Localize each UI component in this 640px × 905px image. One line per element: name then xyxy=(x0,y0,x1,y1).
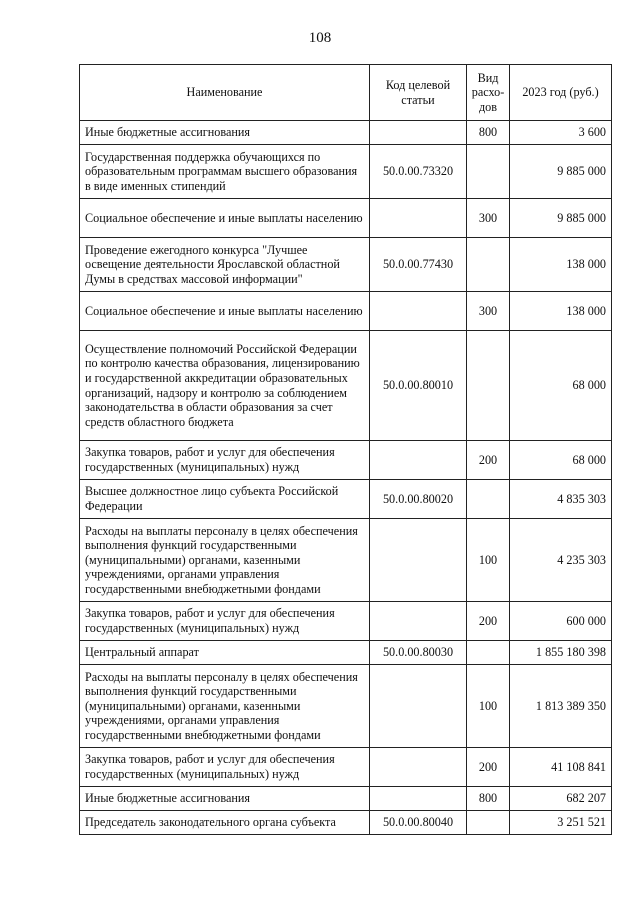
table-row xyxy=(80,748,612,787)
row-amount: 41 108 841 xyxy=(510,748,612,787)
row-type: 100 xyxy=(467,519,510,602)
row-type: 300 xyxy=(467,199,510,238)
row-code xyxy=(370,519,467,602)
row-code xyxy=(370,665,467,748)
table-row xyxy=(80,331,612,441)
row-name: Иные бюджетные ассигнования xyxy=(80,787,370,811)
row-type: 200 xyxy=(467,748,510,787)
row-type xyxy=(467,811,510,835)
row-amount: 4 235 303 xyxy=(510,519,612,602)
row-code xyxy=(370,199,467,238)
row-amount: 1 855 180 398 xyxy=(510,641,612,665)
row-name: Проведение ежегодного конкурса "Лучшее освещение деятельности Ярославской областной Думы в средствах массовой информации" xyxy=(80,238,370,292)
table-row xyxy=(80,602,612,641)
row-amount: 138 000 xyxy=(510,238,612,292)
row-type xyxy=(467,331,510,441)
row-amount: 9 885 000 xyxy=(510,145,612,199)
row-code xyxy=(370,602,467,641)
row-type: 300 xyxy=(467,292,510,331)
row-code xyxy=(370,787,467,811)
row-code: 50.0.00.73320 xyxy=(370,145,467,199)
row-name: Социальное обеспечение и иные выплаты населению xyxy=(80,292,370,331)
row-code xyxy=(370,292,467,331)
row-name: Расходы на выплаты персоналу в целях обеспечения выполнения функций государственными (муниципальными) органами, казенными учреждениями, органами управления государственными внебюджетными фондами xyxy=(80,519,370,602)
row-amount: 682 207 xyxy=(510,787,612,811)
row-name: Социальное обеспечение и иные выплаты населению xyxy=(80,199,370,238)
table-row xyxy=(80,145,612,199)
table-header-row xyxy=(80,65,612,121)
row-name: Государственная поддержка обучающихся по образовательным программам высшего образования в виде именных стипендий xyxy=(80,145,370,199)
table-row xyxy=(80,238,612,292)
table-row xyxy=(80,441,612,480)
row-name: Центральный аппарат xyxy=(80,641,370,665)
row-code xyxy=(370,748,467,787)
row-type xyxy=(467,145,510,199)
row-amount: 1 813 389 350 xyxy=(510,665,612,748)
header-name: Наименование xyxy=(80,65,370,121)
row-name: Закупка товаров, работ и услуг для обеспечения государственных (муниципальных) нужд xyxy=(80,748,370,787)
row-type: 100 xyxy=(467,665,510,748)
row-amount: 68 000 xyxy=(510,441,612,480)
row-name: Высшее должностное лицо субъекта Российской Федерации xyxy=(80,480,370,519)
row-name: Расходы на выплаты персоналу в целях обеспечения выполнения функций государственными (муниципальными) органами, казенными учреждениями, органами управления государственными внебюджетными фондами xyxy=(80,665,370,748)
row-amount: 138 000 xyxy=(510,292,612,331)
table-row xyxy=(80,199,612,238)
row-amount: 4 835 303 xyxy=(510,480,612,519)
table-row xyxy=(80,811,612,835)
row-code xyxy=(370,121,467,145)
row-type xyxy=(467,480,510,519)
budget-table xyxy=(79,64,612,835)
table-row xyxy=(80,480,612,519)
row-type: 800 xyxy=(467,787,510,811)
header-code: Код целевой статьи xyxy=(370,65,467,121)
header-amount: 2023 год (руб.) xyxy=(510,65,612,121)
row-amount: 68 000 xyxy=(510,331,612,441)
row-amount: 3 251 521 xyxy=(510,811,612,835)
table-row xyxy=(80,641,612,665)
table-row xyxy=(80,519,612,602)
table-row xyxy=(80,292,612,331)
row-amount: 600 000 xyxy=(510,602,612,641)
row-name: Закупка товаров, работ и услуг для обеспечения государственных (муниципальных) нужд xyxy=(80,602,370,641)
row-code: 50.0.00.80030 xyxy=(370,641,467,665)
row-name: Закупка товаров, работ и услуг для обеспечения государственных (муниципальных) нужд xyxy=(80,441,370,480)
table-row xyxy=(80,665,612,748)
row-name: Осуществление полномочий Российской Федерации по контролю качества образования, лицензированию и государственной аккредитации образовательных организаций, надзору и контролю за соблюдением законодательства в области образования за счет средств областного бюджета xyxy=(80,331,370,441)
row-code: 50.0.00.80040 xyxy=(370,811,467,835)
table-row xyxy=(80,121,612,145)
row-amount: 3 600 xyxy=(510,121,612,145)
row-type: 800 xyxy=(467,121,510,145)
row-amount: 9 885 000 xyxy=(510,199,612,238)
row-type xyxy=(467,238,510,292)
row-name: Председатель законодательного органа субъекта xyxy=(80,811,370,835)
row-code: 50.0.00.80010 xyxy=(370,331,467,441)
row-type xyxy=(467,641,510,665)
header-type: Вид расхо-дов xyxy=(467,65,510,121)
row-code: 50.0.00.80020 xyxy=(370,480,467,519)
row-type: 200 xyxy=(467,602,510,641)
page-number: 108 xyxy=(308,30,332,46)
table-row xyxy=(80,787,612,811)
row-name: Иные бюджетные ассигнования xyxy=(80,121,370,145)
row-type: 200 xyxy=(467,441,510,480)
row-code xyxy=(370,441,467,480)
row-code: 50.0.00.77430 xyxy=(370,238,467,292)
